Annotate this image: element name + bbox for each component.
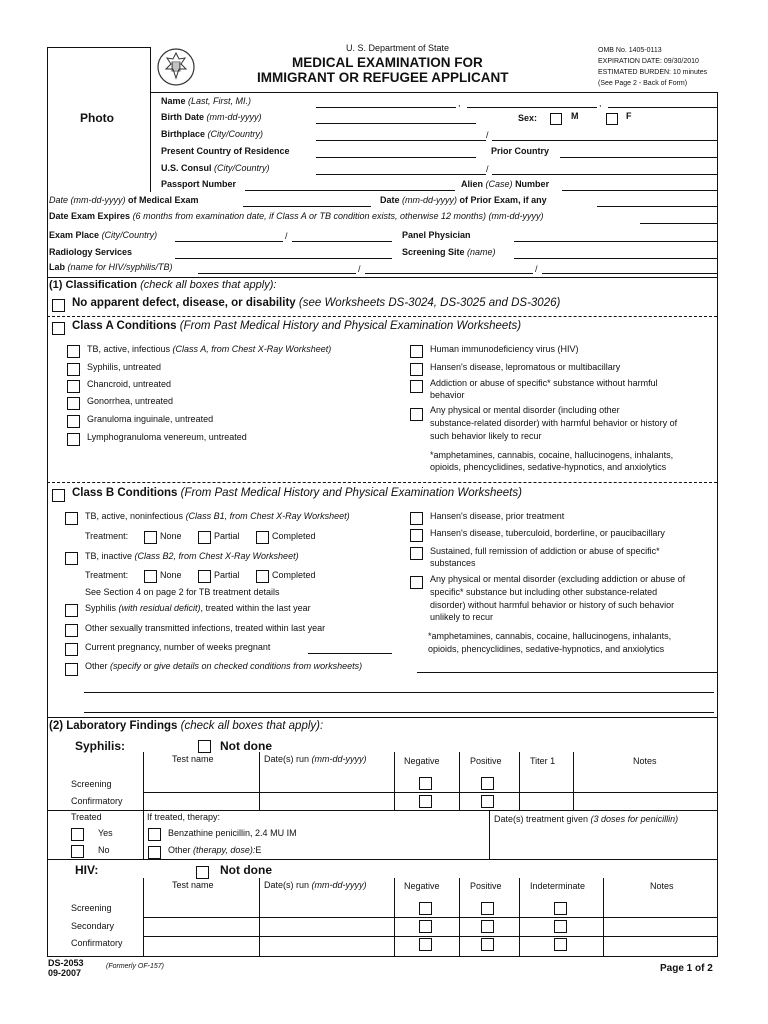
lab-label: Lab (name for HIV/syphilis/TB): [49, 262, 173, 272]
class-b2-tb-checkbox[interactable]: [65, 552, 78, 565]
class-a-hansens-label: Hansen's disease, lepromatous or multibacillary: [430, 362, 621, 372]
hiv-grid-h1: [143, 917, 717, 918]
treated-label: Treated: [71, 812, 102, 822]
exam-date-field[interactable]: [243, 206, 371, 207]
class-b-syphilis-checkbox[interactable]: [65, 604, 78, 617]
class-a-disorder-label-3: such behavior likely to recur: [430, 431, 542, 441]
prior-country-label: Prior Country: [491, 146, 550, 156]
class-a-footnote-2: opioids, phencyclidines, sedative-hypnotics, and anxiolytics: [430, 462, 667, 472]
name-field-first[interactable]: [467, 107, 597, 108]
prior-country-field[interactable]: [560, 157, 717, 158]
dates-treatment-label: Date(s) treatment given (3 doses for penicillin): [494, 814, 679, 824]
no-defect-checkbox[interactable]: [52, 299, 65, 312]
state-department-seal-icon: [156, 45, 196, 89]
hiv-secondary-negative-checkbox[interactable]: [419, 920, 432, 933]
class-b-hansens-prior-checkbox[interactable]: [410, 512, 423, 525]
consul-label: U.S. Consul (City/Country): [161, 163, 270, 173]
class-b-other-field-1[interactable]: [417, 672, 717, 673]
page-number: Page 1 of 2: [660, 963, 713, 974]
syphilis-grid-v5: [519, 752, 520, 810]
class-a-gonorrhea-label: Gonorrhea, untreated: [87, 396, 174, 406]
syphilis-grid-h1: [143, 792, 717, 793]
estimated-burden: ESTIMATED BURDEN: 10 minutes: [598, 69, 708, 76]
syphilis-col-positive: Positive: [470, 756, 502, 766]
b2-treat-partial-label: Partial: [214, 570, 240, 580]
syphilis-grid-v6: [573, 752, 574, 810]
syphilis-grid-v1: [143, 752, 144, 859]
class-a-chancroid-checkbox[interactable]: [67, 380, 80, 393]
sex-m-label: M: [571, 111, 579, 121]
syphilis-screening-positive-checkbox[interactable]: [481, 777, 494, 790]
class-b-checkbox[interactable]: [52, 489, 65, 502]
benzathine-checkbox[interactable]: [148, 828, 161, 841]
class-a-lymphogranuloma-label: Lymphogranuloma venereum, untreated: [87, 432, 247, 442]
hiv-screening-negative-checkbox[interactable]: [419, 902, 432, 915]
name-separator-1: ,: [458, 98, 461, 108]
other-therapy-checkbox[interactable]: [148, 846, 161, 859]
class-b-pregnancy-label: Current pregnancy, number of weeks pregnant: [85, 642, 271, 652]
class-a-tb-checkbox[interactable]: [67, 345, 80, 358]
hiv-confirmatory-positive-checkbox[interactable]: [481, 938, 494, 951]
hiv-confirmatory-indeterminate-checkbox[interactable]: [554, 938, 567, 951]
hiv-secondary-indeterminate-checkbox[interactable]: [554, 920, 567, 933]
expiration-date: EXPIRATION DATE: 09/30/2010: [598, 58, 699, 65]
screening-site-label: Screening Site (name): [402, 247, 496, 257]
b2-treat-completed-label: Completed: [272, 570, 316, 580]
birthplace-country-field[interactable]: [492, 140, 717, 141]
b2-treat-partial-checkbox[interactable]: [198, 570, 211, 583]
class-a-addiction-label-2: behavior: [430, 390, 465, 400]
class-b-other-label: Other (specify or give details on checked conditions from worksheets): [85, 661, 363, 671]
hiv-confirmatory-negative-checkbox[interactable]: [419, 938, 432, 951]
class-b-pregnancy-checkbox[interactable]: [65, 643, 78, 656]
hiv-col-indeterminate: Indeterminate: [530, 881, 586, 891]
b2-treat-none-checkbox[interactable]: [144, 570, 157, 583]
hiv-row-screening: Screening: [71, 903, 112, 913]
class-b-other-field-3[interactable]: [84, 712, 714, 713]
syphilis-col-notes: Notes: [633, 756, 657, 766]
lab-field-2[interactable]: [365, 273, 533, 274]
class-b2-tb-label: TB, inactive (Class B2, from Chest X-Ray Worksheet): [85, 551, 299, 561]
class-a-disorder-checkbox[interactable]: [410, 408, 423, 421]
b1-treat-none-label: None: [160, 531, 182, 541]
treated-no-checkbox[interactable]: [71, 845, 84, 858]
header-top-rule: [151, 92, 717, 93]
classification-heading: (1) Classification (check all boxes that apply):: [49, 279, 277, 291]
section-1-top-rule: [47, 277, 717, 278]
syphilis-col-titer: Titer 1: [530, 756, 556, 766]
form-right-border: [717, 92, 718, 957]
syphilis-grid-h2: [47, 810, 717, 811]
name-field-last[interactable]: [316, 107, 456, 108]
consul-slash: /: [486, 164, 489, 174]
lab-slash-2: /: [535, 264, 538, 274]
consul-country-field[interactable]: [492, 174, 717, 175]
lab-name-field[interactable]: [198, 273, 356, 274]
syphilis-col-dates: Date(s) run (mm-dd-yyyy): [264, 754, 367, 764]
b1-treat-partial-checkbox[interactable]: [198, 531, 211, 544]
class-a-hiv-checkbox[interactable]: [410, 345, 423, 358]
hiv-col-negative: Negative: [404, 881, 440, 891]
exam-place-slash: /: [285, 231, 288, 241]
hiv-col-notes: Notes: [650, 881, 674, 891]
class-b-other-sti-checkbox[interactable]: [65, 624, 78, 637]
form-id: DS-2053: [48, 958, 84, 968]
residence-field[interactable]: [316, 157, 476, 158]
hiv-grid-h2: [143, 936, 717, 937]
b1-treat-partial-label: Partial: [214, 531, 240, 541]
class-a-addiction-label-1: Addiction or abuse of specific* substance without harmful: [430, 378, 658, 388]
birthplace-city-field[interactable]: [316, 140, 486, 141]
b2-treat-completed-checkbox[interactable]: [256, 570, 269, 583]
class-b-title: Class B Conditions (From Past Medical History and Physical Examination Worksheets): [72, 487, 522, 499]
class-b-other-checkbox[interactable]: [65, 663, 78, 676]
syphilis-row-screening: Screening: [71, 779, 112, 789]
class-b-disorder-checkbox[interactable]: [410, 576, 423, 589]
syphilis-not-done-checkbox[interactable]: [198, 740, 211, 753]
b2-treatment-label: Treatment:: [85, 570, 129, 580]
class-a-checkbox[interactable]: [52, 322, 65, 335]
syphilis-label: Syphilis:: [75, 739, 126, 753]
sex-f-checkbox[interactable]: [606, 113, 618, 125]
syphilis-confirmatory-positive-checkbox[interactable]: [481, 795, 494, 808]
syphilis-col-negative: Negative: [404, 756, 440, 766]
syphilis-confirmatory-negative-checkbox[interactable]: [419, 795, 432, 808]
class-b-footnote-2: opioids, phencyclidines, sedative-hypnotics, and anxiolytics: [428, 644, 665, 654]
exam-date-label: Date (mm-dd-yyyy) of Medical Exam: [49, 195, 199, 205]
class-a-granuloma-label: Granuloma inguinale, untreated: [87, 414, 214, 424]
prior-exam-label: Date (mm-dd-yyyy) of Prior Exam, if any: [380, 195, 547, 205]
hiv-screening-positive-checkbox[interactable]: [481, 902, 494, 915]
class-b-other-field-2[interactable]: [84, 692, 714, 693]
hiv-screening-indeterminate-checkbox[interactable]: [554, 902, 567, 915]
if-treated-label: If treated, therapy:: [147, 812, 221, 822]
b1-treat-completed-label: Completed: [272, 531, 316, 541]
treated-no-label: No: [98, 845, 110, 855]
class-a-syphilis-checkbox[interactable]: [67, 363, 80, 376]
birth-date-field[interactable]: [316, 123, 476, 124]
syphilis-not-done-label: Not done: [220, 739, 272, 753]
panel-physician-field[interactable]: [514, 241, 717, 242]
syphilis-grid-v7: [489, 810, 490, 859]
class-b-hansens-tuberculoid-label: Hansen's disease, tuberculoid, borderline, or paucibacillary: [430, 528, 665, 538]
form-title-line2: IMMIGRANT OR REFUGEE APPLICANT: [257, 70, 509, 85]
class-a-gonorrhea-checkbox[interactable]: [67, 397, 80, 410]
other-therapy-label: Other (therapy, dose):E: [168, 845, 262, 855]
class-b1-tb-label: TB, active, noninfectious (Class B1, from Chest X-Ray Worksheet): [85, 511, 350, 521]
hiv-col-positive: Positive: [470, 881, 502, 891]
syphilis-grid-v3: [394, 752, 395, 810]
class-a-title: Class A Conditions (From Past Medical History and Physical Examination Worksheets): [72, 320, 522, 332]
class-b-remission-label-1: Sustained, full remission of addiction or abuse of specific*: [430, 546, 660, 556]
residence-label: Present Country of Residence: [161, 146, 290, 156]
b1-treat-completed-checkbox[interactable]: [256, 531, 269, 544]
class-a-hansens-checkbox[interactable]: [410, 363, 423, 376]
hiv-not-done-label: Not done: [220, 863, 272, 877]
sex-f-label: F: [626, 111, 632, 121]
class-b-remission-checkbox[interactable]: [410, 547, 423, 560]
passport-field[interactable]: [245, 190, 455, 191]
b1-treat-none-checkbox[interactable]: [144, 531, 157, 544]
benzathine-label: Benzathine penicillin, 2.4 MU IM: [168, 828, 297, 838]
alien-number-field[interactable]: [562, 190, 717, 191]
syphilis-grid-h3: [47, 859, 717, 860]
birthplace-slash: /: [486, 130, 489, 140]
name-field-mi[interactable]: [608, 107, 717, 108]
birthplace-label: Birthplace (City/Country): [161, 129, 264, 139]
class-a-granuloma-checkbox[interactable]: [67, 415, 80, 428]
b2-treat-none-label: None: [160, 570, 182, 580]
sex-label: Sex:: [518, 113, 538, 123]
name-separator-2: ,: [599, 98, 602, 108]
photo-label: Photo: [80, 111, 114, 125]
formerly-note: (Formerly OF-157): [106, 963, 164, 970]
name-label: Name (Last, First, MI.): [161, 96, 252, 106]
class-b-footnote-1: *amphetamines, cannabis, cocaine, hallucinogens, inhalants,: [428, 631, 672, 641]
prior-exam-field[interactable]: [597, 206, 717, 207]
class-b-syphilis-label: Syphilis (with residual deficit), treated within the last year: [85, 603, 311, 613]
hiv-col-dates: Date(s) run (mm-dd-yyyy): [264, 880, 367, 890]
class-b-disorder-label-2: specific* substance but including other substance-related: [430, 587, 658, 597]
class-b-divider: [47, 482, 717, 483]
section-2-top-rule: [47, 717, 717, 718]
lab-findings-heading: (2) Laboratory Findings (check all boxes that apply):: [49, 720, 324, 732]
hiv-secondary-positive-checkbox[interactable]: [481, 920, 494, 933]
syphilis-grid-v2: [259, 752, 260, 810]
hiv-label: HIV:: [75, 863, 99, 877]
passport-label: Passport Number: [161, 179, 237, 189]
hiv-grid-h3: [47, 956, 717, 957]
omb-number: OMB No. 1405-0113: [598, 47, 662, 54]
form-title-line1: MEDICAL EXAMINATION FOR: [292, 55, 483, 70]
class-b-disorder-label-4: unlikely to recur: [430, 612, 494, 622]
class-a-lymphogranuloma-checkbox[interactable]: [67, 433, 80, 446]
class-b-hansens-prior-label: Hansen's disease, prior treatment: [430, 511, 565, 521]
hiv-row-confirmatory: Confirmatory: [71, 938, 123, 948]
class-a-footnote-1: *amphetamines, cannabis, cocaine, hallucinogens, inhalants,: [430, 450, 674, 460]
class-b-other-sti-label: Other sexually transmitted infections, treated within last year: [85, 623, 326, 633]
class-b-disorder-label-3: disorder) without harmful behavior or history of such behavior: [430, 600, 675, 610]
class-a-disorder-label-2: substance-related disorder) with harmful behavior or history of: [430, 418, 678, 428]
class-b-remission-label-2: substances: [430, 558, 476, 568]
treated-yes-label: Yes: [98, 828, 113, 838]
class-a-hiv-label: Human immunodeficiency virus (HIV): [430, 344, 579, 354]
expires-field[interactable]: [640, 223, 717, 224]
class-a-chancroid-label: Chancroid, untreated: [87, 379, 172, 389]
syphilis-screening-negative-checkbox[interactable]: [419, 777, 432, 790]
expires-label: Date Exam Expires (6 months from examination date, if Class A or TB condition exists, otherwise 12 months) (mm-dd-yyyy): [49, 211, 544, 221]
see-page-note: (See Page 2 - Back of Form): [598, 80, 688, 87]
pregnancy-weeks-field[interactable]: [308, 653, 392, 654]
hiv-col-test-name: Test name: [172, 880, 214, 890]
exam-place-country-field[interactable]: [292, 241, 392, 242]
form-date: 09-2007: [48, 968, 82, 978]
class-b-hansens-tuberculoid-checkbox[interactable]: [410, 529, 423, 542]
sex-m-checkbox[interactable]: [550, 113, 562, 125]
class-a-divider: [47, 316, 717, 317]
see-section-note: See Section 4 on page 2 for TB treatment details: [85, 587, 280, 597]
treated-yes-checkbox[interactable]: [71, 828, 84, 841]
syphilis-col-test-name: Test name: [172, 754, 214, 764]
radiology-field[interactable]: [175, 258, 392, 259]
class-a-tb-label: TB, active, infectious (Class A, from Chest X-Ray Worksheet): [87, 344, 332, 354]
photo-box[interactable]: [47, 47, 151, 192]
exam-place-city-field[interactable]: [175, 241, 283, 242]
syphilis-row-confirmatory: Confirmatory: [71, 796, 123, 806]
alien-number-label: Alien (Case) Number: [461, 179, 550, 189]
hiv-not-done-checkbox[interactable]: [196, 866, 209, 879]
radiology-label: Radiology Services: [49, 247, 133, 257]
department-name: U. S. Department of State: [346, 43, 450, 53]
consul-city-field[interactable]: [316, 174, 486, 175]
class-a-syphilis-label: Syphilis, untreated: [87, 362, 162, 372]
lab-slash-1: /: [358, 264, 361, 274]
birth-date-label: Birth Date (mm-dd-yyyy): [161, 112, 262, 122]
panel-physician-label: Panel Physician: [402, 230, 471, 240]
syphilis-grid-v4: [459, 752, 460, 810]
b1-treatment-label: Treatment:: [85, 531, 129, 541]
class-a-disorder-label-1: Any physical or mental disorder (including other: [430, 405, 620, 415]
screening-site-field[interactable]: [514, 258, 717, 259]
lab-field-3[interactable]: [542, 273, 717, 274]
class-a-addiction-checkbox[interactable]: [410, 380, 423, 393]
exam-place-label: Exam Place (City/Country): [49, 230, 158, 240]
class-b1-tb-checkbox[interactable]: [65, 512, 78, 525]
no-defect-label: No apparent defect, disease, or disability (see Worksheets DS-3024, DS-3025 and DS-3026): [72, 297, 561, 309]
class-b-disorder-label-1: Any physical or mental disorder (excluding addiction or abuse of: [430, 574, 686, 584]
hiv-row-secondary: Secondary: [71, 921, 115, 931]
